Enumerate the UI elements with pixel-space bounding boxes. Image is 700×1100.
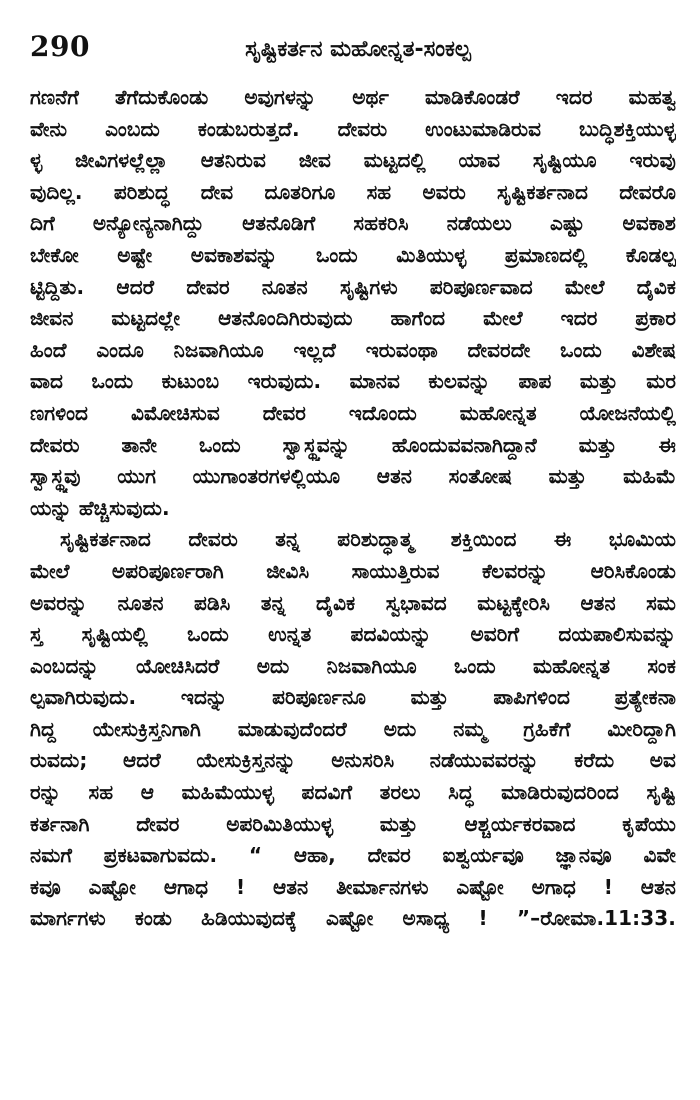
text-line: ಕವೂ ಎಷ್ಟೋ ಆಗಾಧ ! ಆತನ ತೀರ್ಮಾನಗಳು ಎಷ್ಟೋ ಅಗಾಧ ! ಆತನ bbox=[30, 874, 676, 899]
text-line: ರುವದು; ಆದರೆ ಯೇಸುಕ್ರಿಸ್ತನನ್ನು ಅನುಸರಿಸಿ ನಡೆಯುವವರನ್ನು ಕರೆದು ಅವ bbox=[30, 748, 676, 773]
text-line: ನಮಗೆ ಪ್ರಕಟವಾಗುವದು. “ ಆಹಾ, ದೇವರ ಐಶ್ವರ್ಯವೂ ಜ್ಞಾನವೂ ವಿವೇ bbox=[30, 843, 676, 868]
text-line: ಜೀವನ ಮಟ್ಟದಲ್ಲೇ ಆತನೊಂದಿಗಿರುವುದು ಹಾಗೆಂದ ಮೇಲೆ ಇದರ ಪ್ರಕಾರ bbox=[30, 306, 676, 331]
text-line: ಸ್ವಾಸ್ಥ್ಯವು ಯುಗ ಯುಗಾಂತರಗಳಲ್ಲಿಯೂ ಆತನ ಸಂತೋಷ ಮತ್ತು ಮಹಿಮೆ bbox=[30, 464, 676, 489]
paragraph-1 bbox=[30, 82, 676, 524]
paragraph-2 bbox=[30, 524, 676, 935]
text-line: ಸೃಷ್ಟಿಕರ್ತನಾದ ದೇವರು ತನ್ನ ಪರಿಶುದ್ಧಾತ್ಮ ಶಕ್ತಿಯಿಂದ ಈ ಭೂಮಿಯ bbox=[60, 527, 676, 552]
text-line: ಯನ್ನು ಹೆಚ್ಚಿಸುವುದು. bbox=[30, 495, 170, 520]
text-line: ಳ್ಳ ಜೀವಿಗಳಲ್ಲೆಲ್ಲಾ ಆತನಿರುವ ಜೀವ ಮಟ್ಟದಲ್ಲಿ ಯಾವ ಸೃಷ್ಟಿಯೂ ಇರುವು bbox=[30, 148, 676, 173]
body-text bbox=[30, 82, 676, 935]
text-line: ಕರ್ತನಾಗಿ ದೇವರ ಅಪರಿಮಿತಿಯುಳ್ಳ ಮತ್ತು ಆಶ್ಚರ್ಯಕರವಾದ ಕೃಪೆಯು bbox=[30, 811, 676, 836]
text-line: ಎಂಬದನ್ನು ಯೋಚಿಸಿದರೆ ಅದು ನಿಜವಾಗಿಯೂ ಒಂದು ಮಹೋನ್ನತ ಸಂಕ bbox=[30, 653, 676, 678]
text-line: ದಿಗೆ ಅನ್ಯೋನ್ಯನಾಗಿದ್ದು ಆತನೊಡಿಗೆ ಸಹಕರಿಸಿ ನಡೆಯಲು ಎಷ್ಟು ಅವಕಾಶ bbox=[30, 211, 676, 236]
text-line: ಗಣನೆಗೆ ತೆಗೆದುಕೊಂಡು ಅವುಗಳನ್ನು ಅರ್ಥ ಮಾಡಿಕೊಂಡರೆ ಇದರ ಮಹತ್ವ bbox=[30, 85, 676, 109]
page-number: 290 bbox=[30, 30, 90, 63]
text-line: ಮಾರ್ಗಗಳು ಕಂಡು ಹಿಡಿಯುವುದಕ್ಕೆ ಎಷ್ಟೋ ಅಸಾಧ್ಯ ! ”–ರೋಮಾ.11:33. bbox=[30, 906, 676, 931]
text-line: ವಾದ ಒಂದು ಕುಟುಂಬ ಇರುವುದು. ಮಾನವ ಕುಲವನ್ನು ಪಾಪ ಮತ್ತು ಮರ bbox=[30, 369, 676, 394]
text-line: ಣಗಳಿಂದ ವಿಮೋಚಿಸುವ ದೇವರ ಇದೊಂದು ಮಹೋನ್ನತ ಯೋಜನೆಯಲ್ಲಿ bbox=[30, 400, 676, 425]
text-line: ಗಿದ್ದ ಯೇಸುಕ್ರಿಸ್ತನಿಗಾಗಿ ಮಾಡುವುದೆಂದರೆ ಅದು ನಮ್ಮ ಗ್ರಹಿಕೆಗೆ ಮೀರಿದ್ದಾಗಿ bbox=[30, 716, 676, 741]
text-line: ಹಿಂದೆ ಎಂದೂ ನಿಜವಾಗಿಯೂ ಇಲ್ಲದೆ ಇರುವಂಥಾ ದೇವರದೇ ಒಂದು ವಿಶೇಷ bbox=[30, 337, 676, 362]
text-line: ವೇನು ಎಂಬದು ಕಂಡುಬರುತ್ತದೆ. ದೇವರು ಉಂಟುಮಾಡಿರುವ ಬುದ್ಧಿಶಕ್ತಿಯುಳ್ಳ bbox=[30, 116, 676, 141]
text-line: ವುದಿಲ್ಲ. ಪರಿಶುದ್ಧ ದೇವ ದೂತರಿಗೂ ಸಹ ಅವರು ಸೃಷ್ಟಿಕರ್ತನಾದ ದೇವರೊ bbox=[30, 179, 676, 204]
text-line: ಬೇಕೋ ಅಷ್ಟೇ ಅವಕಾಶವನ್ನು ಒಂದು ಮಿತಿಯುಳ್ಳ ಪ್ರಮಾಣದಲ್ಲಿ ಕೊಡಲ್ಪ bbox=[30, 242, 676, 267]
text-line: ಮೇಲೆ ಅಪರಿಪೂರ್ಣರಾಗಿ ಜೀವಿಸಿ ಸಾಯುತ್ತಿರುವ ಕೆಲವರನ್ನು ಆರಿಸಿಕೊಂಡು bbox=[30, 558, 676, 583]
running-title: ಸೃಷ್ಟಿಕರ್ತನ ಮಹೋನ್ನತ-ಸಂಕಲ್ಪ bbox=[245, 37, 471, 62]
text-line: ಸ್ತ ಸೃಷ್ಟಿಯಲ್ಲಿ ಒಂದು ಉನ್ನತ ಪದವಿಯನ್ನು ಅವರಿಗೆ ದಯಪಾಲಿಸುವನ್ನು bbox=[30, 622, 676, 647]
page-header bbox=[30, 30, 676, 74]
text-line: ದೇವರು ತಾನೇ ಒಂದು ಸ್ವಾಸ್ಥ್ಯವನ್ನು ಹೊಂದುವವನಾಗಿದ್ದಾನೆ ಮತ್ತು ಈ bbox=[30, 432, 676, 457]
text-line: ಟ್ಟಿದ್ದಿತು. ಆದರೆ ದೇವರ ನೂತನ ಸೃಷ್ಟಿಗಳು ಪರಿಪೂರ್ಣವಾದ ಮೇಲೆ ದೈವಿಕ bbox=[30, 274, 676, 299]
text-line: ಲ್ಪವಾಗಿರುವುದು. ಇದನ್ನು ಪರಿಪೂರ್ಣನೂ ಮತ್ತು ಪಾಪಿಗಳಿಂದ ಪ್ರತ್ಯೇಕನಾ bbox=[30, 685, 676, 710]
text-line: ರನ್ನು ಸಹ ಆ ಮಹಿಮೆಯುಳ್ಳ ಪದವಿಗೆ ತರಲು ಸಿದ್ಧ ಮಾಡಿರುವುದರಿಂದ ಸೃಷ್ಟಿ bbox=[30, 780, 676, 805]
text-line: ಅವರನ್ನು ನೂತನ ಪಡಿಸಿ ತನ್ನ ದೈವಿಕ ಸ್ವಭಾವದ ಮಟ್ಟಕ್ಕೇರಿಸಿ ಆತನ ಸಮ bbox=[30, 590, 676, 615]
